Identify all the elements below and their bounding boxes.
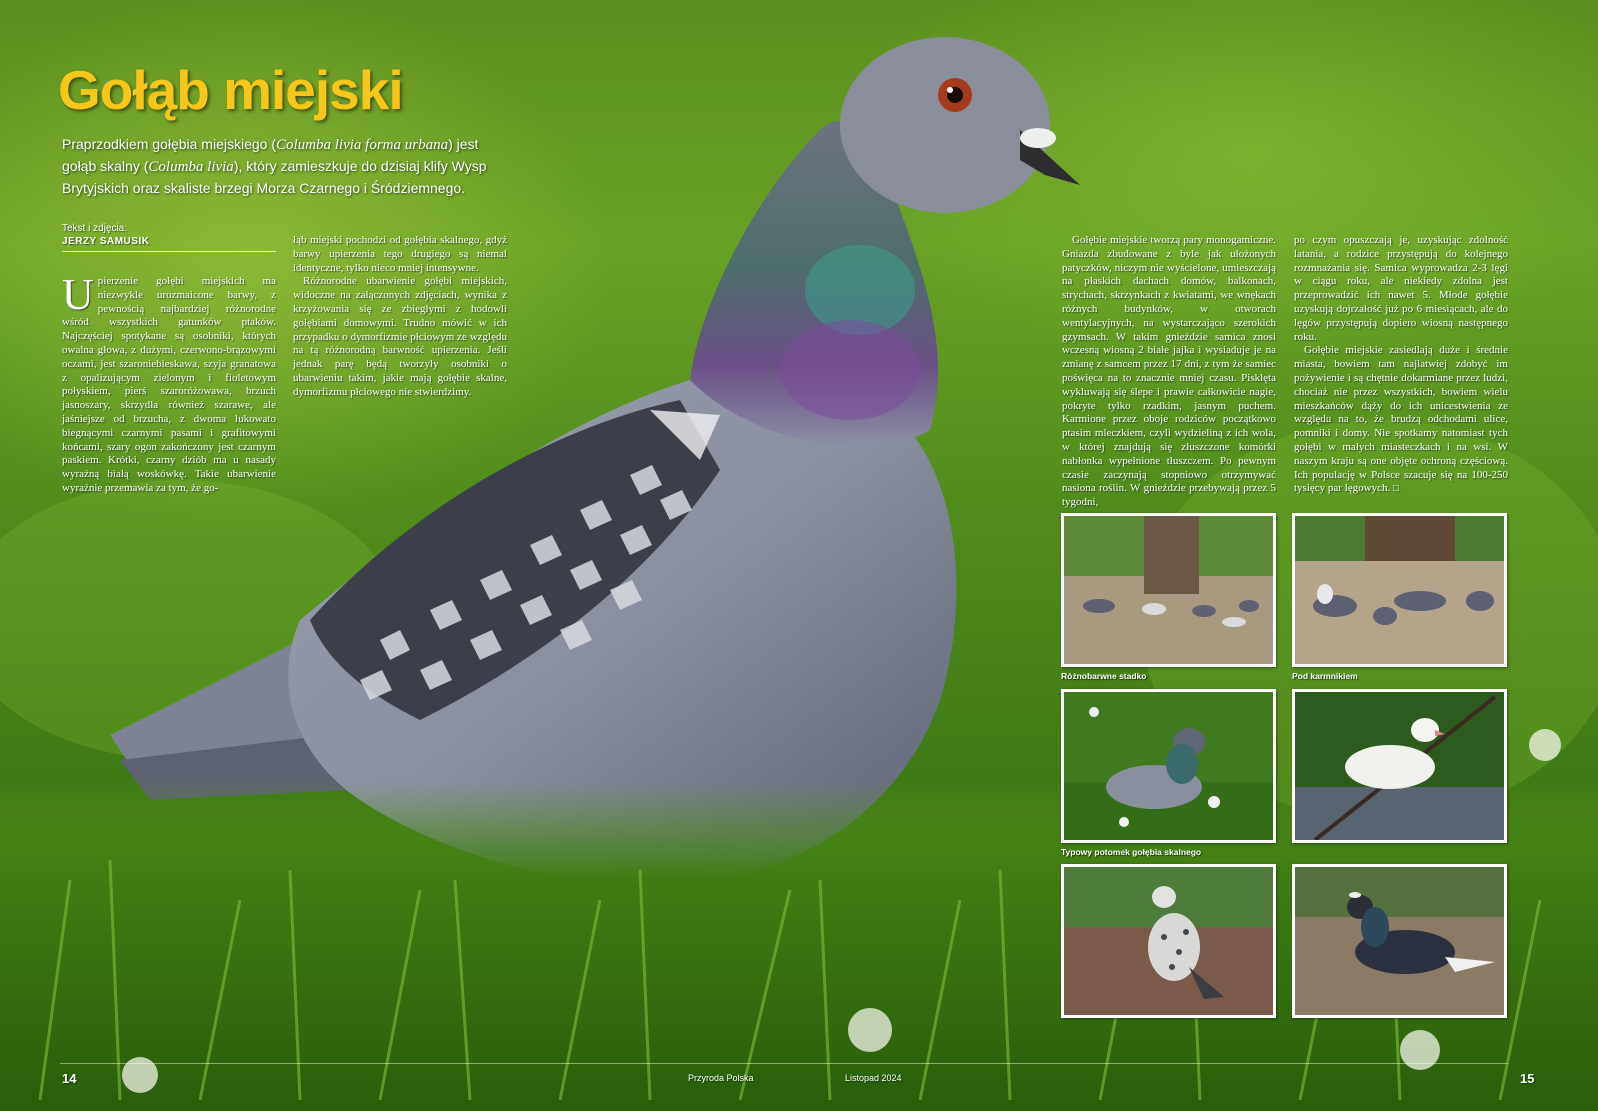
column-3-paragraph: Gołębie miejskie tworzą pary monogamiczne. Gniazda zbudowane z byle jak ułożonych patyczków, niczym nie wyścielone, umieszczają na płaskich dachach domów, balkonach, strychach, skrzynkach z kwiatami, we wnękach różnych budynków, w otworach wentylacyjnych, na wystarczająco szerokich gzymsach. W takim gnieździe samica znosi wczesną wiosną 2 białe jajka i wysiaduje je na zmianę z samcem przez 17 dni, z tym że samiec poświęca na to znacznie mniej czasu. Pisklęta wykluwają się ślepe i prawie całkowicie nagie, pokryte tylko rzadkim, jasnym puchem. Karmione przez oboje rodziców początkowo ptasim mleczkiem, czyli wydzieliną z ich wola, w której znajdują się złuszczone komórki nabłonka wypełnione tłuszczem. Po pewnym czasie zaczynają stopniowo otrzymywać nasiona roślin. W gnieździe przebywają przez 5 tygodni,: [1062, 234, 1276, 509]
photo-feeder: [1292, 513, 1507, 667]
column-1-text: pierzenie gołębi miejskich ma niezwykle urozmaicone barwy, z pewnością najbardziej różnorodne wśród wszystkich gatunków ptaków. Najczęściej spotykane są osobniki, których owalna głowa, z dużymi, czerwono-brązowymi oczami, jest szaroniebieskawa, szyja granatowa z opalizującym zielonym i fioletowym połyskiem, pierś szaroróżowawa, brzuch jasnoszary, skrzydła również szarawe, ale jaśniejsze od brzucha, z dwoma łukowato biegnącymi czarnymi pasami i grafitowymi końcami, szary ogon zakończony jest czarnym paskiem. Krótki, czarny dziób ma u nasady wyraźną białą woskówkę. Takie ubarwienie wyraźnie przemawia za tym, że go-: [62, 275, 276, 494]
photo-white-pigeon: [1292, 689, 1507, 843]
caption-flock: Różnobarwne stadko: [1061, 671, 1147, 681]
photo-dark-pigeon: [1292, 864, 1507, 1018]
lead-text-3: ), który zamieszkuje do dzisiaj klify Wysp Brytyjskich oraz skaliste brzegi Morza Czarnego i Śródziemnego.: [62, 158, 487, 196]
page-number-left: 14: [62, 1071, 77, 1086]
text-column-1: [62, 270, 276, 496]
column-1-paragraph: [62, 270, 276, 496]
page-number-right: 15: [1520, 1071, 1535, 1086]
lead-text-1: Praprzodkiem gołębia miejskiego (: [62, 136, 276, 152]
credit-label: Tekst i zdjęcia:: [62, 223, 128, 234]
footer-rule: [60, 1063, 1508, 1064]
lead-latin-2: Columba livia: [148, 159, 234, 175]
text-column-3: [1062, 234, 1276, 510]
drop-cap: U: [62, 270, 94, 319]
end-of-article-mark: □: [1392, 483, 1400, 495]
column-4-text-2: Gołębie miejskie zasiedlają duże i średnie miasta, bowiem tam najłatwiej zdobyć im pożywienie i są chętnie dokarmiane przez ludzi, chociaż nie przez wszystkich, bowiem wielu mieszkańców dąży do ich unicestwienia ze względu na to, że brudzą odchodami ulice, pomniki i domy. Nie spotkamy natomiast tych gołębi w małych miasteczkach i na wsi. W naszym kraju są one objęte ochroną częściową. Ich populację w Polsce szacuje się na 100-250 tysięcy par lęgowych.: [1294, 344, 1508, 495]
column-4-paragraph-2: [1294, 344, 1508, 496]
caption-rock-dove-type: Typowy potomek gołębia skalnego: [1061, 847, 1202, 857]
column-2-paragraph-2: Różnorodne ubarwienie gołębi miejskich, widoczne na załączonych zdjęciach, wynika z krzyżowania się ze zbiegłymi z hodowli gołębiami domowymi. Trudno mówić w ich przypadku o dymorfizmie płciowym ze względu na tą różnorodną barwność upierzenia. Jeśli jednak parę będą tworzyły osobniki o ubarwieniu takim, jakie mają gołębie skalne, dymorfizmu płciowego nie stwierdzimy.: [293, 275, 507, 398]
lead-latin-1: Columba livia forma urbana: [276, 137, 449, 153]
footer-magazine-name: Przyroda Polska: [688, 1073, 754, 1083]
article-title: Gołąb miejski: [58, 59, 403, 121]
photo-flock: [1061, 513, 1276, 667]
text-column-2: [293, 234, 507, 400]
footer-issue: Listopad 2024: [845, 1073, 902, 1083]
author-credit: [62, 222, 276, 252]
text-column-4: [1294, 234, 1508, 496]
article-lead: [62, 134, 502, 199]
photo-speckled-pigeon: [1061, 864, 1276, 1018]
photo-rock-dove-type: [1061, 689, 1276, 843]
column-2-paragraph-1: łąb miejski pochodzi od gołębia skalnego, gdyż barwy upierzenia tego drugiego są niemal identyczne, tylko nieco mniej intensywne.: [293, 234, 507, 274]
column-4-paragraph-1: po czym opuszczają je, uzyskując zdolność latania, a rodzice przystępują do kolejnego rozmnażania się. Samica wyprowadza 2-3 lęgi w ciągu roku, ale niekiedy zdolna jest przeprowadzić ich nawet 5. Młode gołębie uzyskują dojrzałość już po 6 miesiącach, ale do lęgów przystępują dopiero wiosną następnego roku.: [1294, 234, 1508, 343]
caption-feeder: Pod karmnikiem: [1292, 671, 1358, 681]
lead-text-2: ) jest gołąb skalny (: [62, 136, 479, 174]
author-name: JERZY SAMUSIK: [62, 236, 150, 247]
